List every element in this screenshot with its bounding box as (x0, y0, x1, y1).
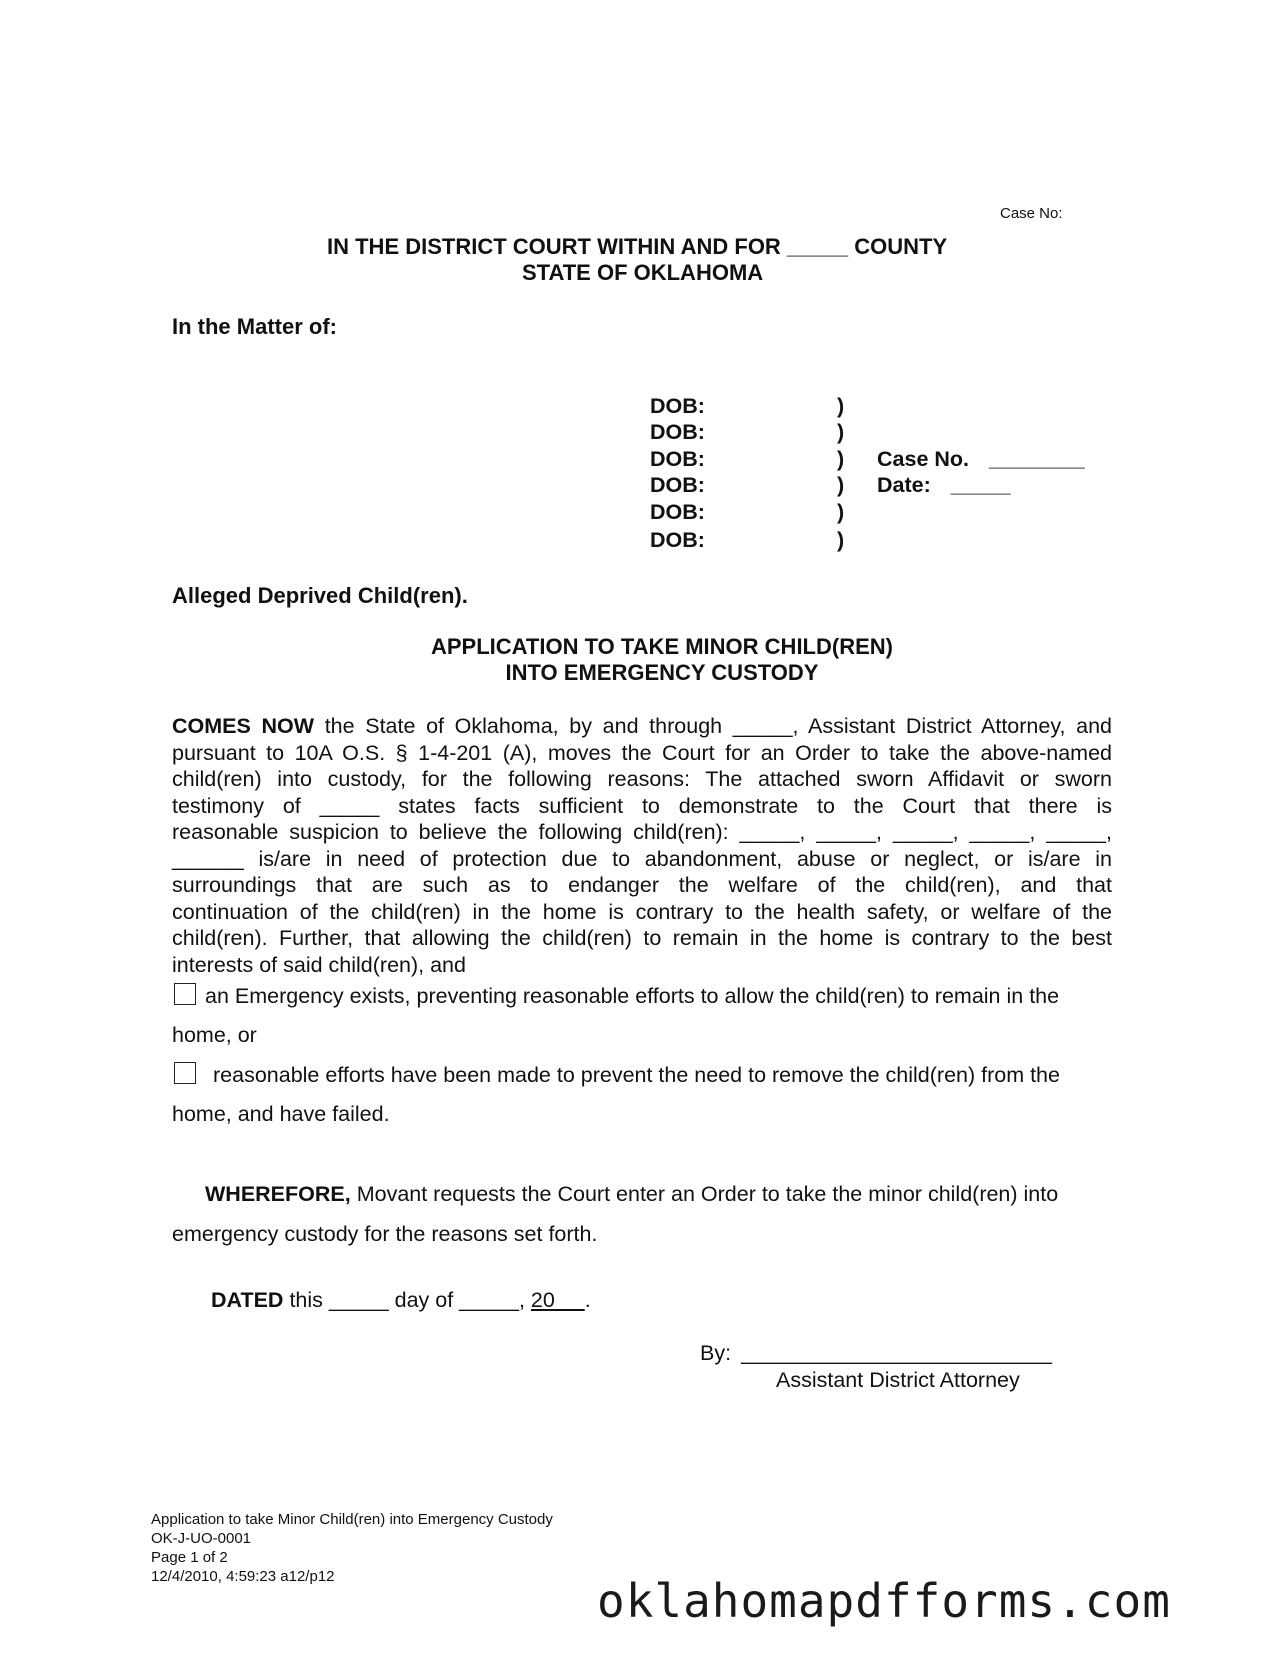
dob-label-1: DOB: (650, 394, 705, 418)
footer-title: Application to take Minor Child(ren) into Emergency Custody (151, 1511, 553, 1528)
dob-label-5: DOB: (650, 500, 705, 524)
date-field (877, 473, 1011, 498)
footer-form-code: OK-J-UO-0001 (151, 1530, 252, 1547)
wherefore-line2: emergency custody for the reasons set forth. (172, 1222, 598, 1246)
footer (151, 1510, 553, 1586)
paragraph-line (172, 713, 1112, 740)
paragraph-line: reasonable suspicion to believe the following child(ren): _____, _____, _____, _____, _____, (172, 820, 1112, 844)
paragraph-line: child(ren) into custody, for the following reasons: The attached sworn Affidavit or sworn (172, 767, 1112, 791)
main-paragraph (172, 713, 1112, 978)
dated-year-blank (555, 1288, 585, 1312)
date-label: Date: (877, 473, 931, 497)
paragraph-line-text: the State of Oklahoma, by and through _____, Assistant District Attorney, and (314, 714, 1112, 738)
signature-blank[interactable]: __________________________ (741, 1341, 1052, 1365)
signature-title: Assistant District Attorney (776, 1368, 1020, 1392)
paragraph-line: surroundings that are such as to endanger the welfare of the child(ren), and that (172, 873, 1112, 897)
reasonable-efforts-checkbox[interactable] (174, 1062, 196, 1084)
paren-4: ) (837, 473, 845, 497)
court-heading-suffix: COUNTY (854, 234, 948, 259)
comes-now-bold: COMES NOW (172, 714, 315, 738)
dated-line (211, 1288, 591, 1313)
paren-3: ) (837, 447, 845, 471)
signature-line (700, 1341, 1052, 1366)
footer-timestamp: 12/4/2010, 4:59:23 a12/p12 (151, 1568, 335, 1585)
wherefore-line1 (205, 1182, 1058, 1207)
paragraph-line: testimony of _____ states facts sufficient to demonstrate to the Court that there is (172, 793, 1112, 818)
dated-end: . (584, 1288, 591, 1312)
option2-line2: home, and have failed. (172, 1102, 390, 1126)
case-number-blank[interactable]: ________ (989, 447, 1085, 471)
case-number-label: Case No. (877, 447, 970, 471)
paren-2: ) (837, 420, 845, 444)
paragraph-line: continuation of the child(ren) in the home is contrary to the health safety, or welfare of the (172, 899, 1112, 924)
paragraph-line: child(ren). Further, that allowing the child(ren) to remain in the home is contrary to the best (172, 926, 1112, 950)
dated-year[interactable] (531, 1288, 585, 1312)
county-blank[interactable]: _____ (786, 234, 849, 259)
case-number-field (877, 447, 1085, 472)
dated-bold: DATED (211, 1288, 284, 1312)
alleged-deprived-label: Alleged Deprived Child(ren). (172, 583, 468, 608)
option1-line1: an Emergency exists, preventing reasonable efforts to allow the child(ren) to remain in the (205, 984, 1060, 1008)
state-heading: STATE OF OKLAHOMA (522, 260, 764, 285)
dob-label-3: DOB: (650, 447, 705, 471)
dated-text[interactable]: this _____ day of _____, (283, 1288, 531, 1312)
option1-line2: home, or (172, 1023, 257, 1047)
footer-page: Page 1 of 2 (151, 1549, 228, 1566)
option2-line1: reasonable efforts have been made to prevent the need to remove the child(ren) from the (213, 1063, 1060, 1087)
wherefore-bold: WHEREFORE, (205, 1182, 351, 1206)
date-blank[interactable]: _____ (950, 473, 1011, 497)
paragraph-line: ______ is/are in need of protection due to abandonment, abuse or neglect, or is/are in (172, 846, 1112, 871)
case-no-top-label: Case No: (1000, 205, 1063, 222)
dob-label-6: DOB: (650, 528, 705, 552)
watermark-text: oklahomapdfforms.com (597, 1574, 1171, 1628)
court-heading (327, 234, 947, 260)
dob-label-4: DOB: (650, 473, 705, 497)
document-title-line2: INTO EMERGENCY CUSTODY (505, 660, 819, 685)
court-heading-prefix: IN THE DISTRICT COURT WITHIN AND FOR (327, 234, 781, 259)
paren-1: ) (837, 394, 845, 418)
by-label: By: (700, 1341, 732, 1365)
dated-year-prefix: 20 (530, 1288, 555, 1312)
paren-5: ) (837, 500, 845, 524)
matter-label: In the Matter of: (172, 314, 337, 339)
document-title-line1: APPLICATION TO TAKE MINOR CHILD(REN) (431, 634, 893, 659)
paren-6: ) (837, 528, 845, 552)
paragraph-line: interests of said child(ren), and (172, 952, 466, 977)
emergency-exists-checkbox[interactable] (174, 983, 196, 1005)
dob-label-2: DOB: (650, 420, 705, 444)
paragraph-line: pursuant to 10A O.S. § 1-4-201 (A), moves the Court for an Order to take the above-named (172, 740, 1112, 765)
wherefore-text: Movant requests the Court enter an Order to take the minor child(ren) into (350, 1182, 1059, 1206)
